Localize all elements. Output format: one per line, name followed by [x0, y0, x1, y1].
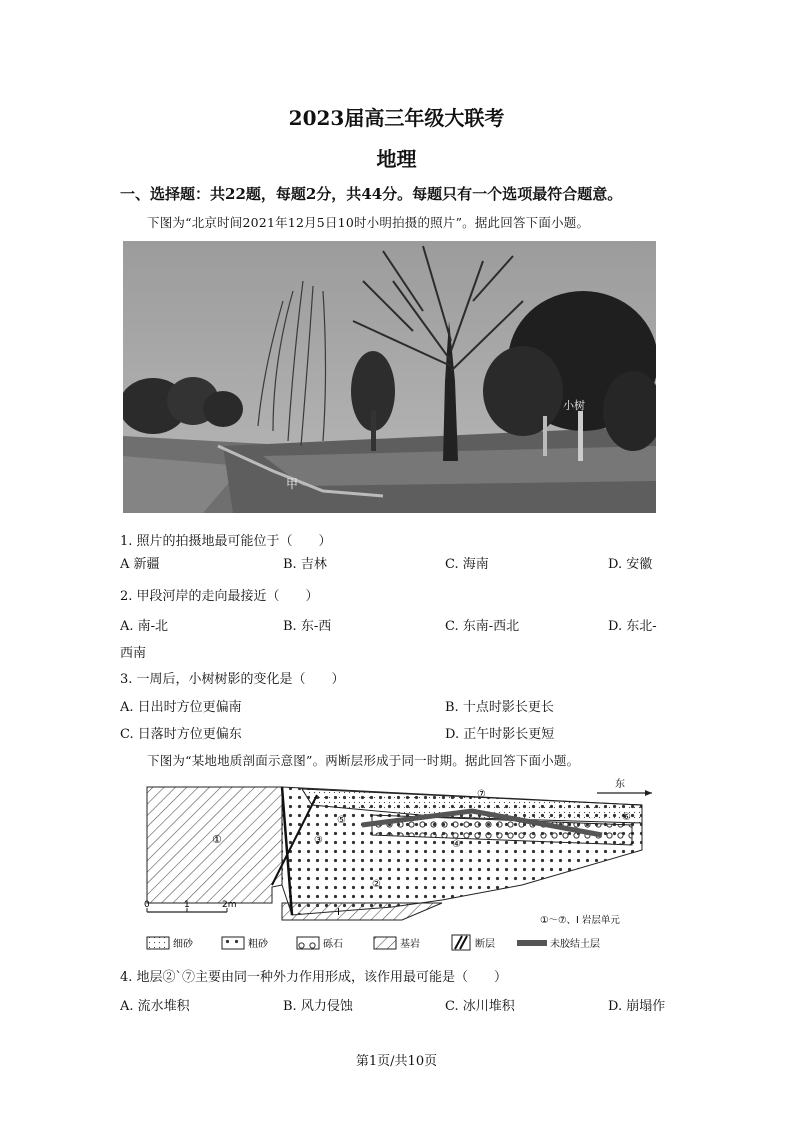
scale-0: 0	[144, 900, 150, 910]
layer-label-5: ⑤	[337, 815, 346, 826]
park-photo-illustration	[123, 241, 656, 513]
question-2-option-c[interactable]: C. 东南-西北	[445, 619, 520, 634]
subject-title: 地理	[376, 147, 417, 171]
question-1-option-c[interactable]: C. 海南	[445, 557, 489, 572]
question-2-option-b[interactable]: B. 东-西	[283, 619, 332, 634]
geologic-cross-section	[142, 775, 662, 960]
question-4-option-c[interactable]: C. 冰川堆积	[445, 999, 515, 1014]
question-2-option-a[interactable]: A. 南-北	[120, 619, 169, 634]
intro-text-1: 下图为“北京时间2021年12月5日10时小明拍摄的照片”。据此回答下面小题。	[147, 215, 590, 230]
question-3-option-a[interactable]: A. 日出时方位更偏南	[120, 700, 242, 715]
legend	[147, 935, 600, 950]
layer-label-7: ⑦	[477, 789, 486, 800]
layer-label-4: ④	[452, 839, 461, 850]
legend-coarse-sand: 粗砂	[248, 939, 268, 950]
intro-text-2: 下图为“某地地质剖面示意图”。两断层形成于同一时期。据此回答下面小题。	[147, 753, 580, 768]
legend-unconsolidated: 未胶结土层	[550, 939, 600, 950]
scale-1: 1	[184, 900, 190, 910]
question-4-option-a[interactable]: A. 流水堆积	[120, 999, 190, 1014]
layer-label-2: ②	[372, 879, 381, 890]
question-3-option-b[interactable]: B. 十点时影长更长	[445, 700, 554, 715]
section-heading: 一、选择题：共22题，每题2分，共44分。每题只有一个选项最符合题意。	[120, 185, 623, 203]
layer-label-i: Ⅰ	[337, 907, 340, 918]
photo-label-tree: 小树	[563, 399, 585, 412]
layer-label-6: ⑥	[622, 812, 631, 823]
east-label: 东	[615, 779, 625, 790]
layer-label-1: ①	[212, 833, 222, 846]
layer-label-3: ③	[314, 835, 323, 846]
question-3-stem: 3. 一周后，小树树影的变化是（ ）	[120, 672, 345, 687]
document-title: 2023届高三年级大联考	[288, 106, 505, 130]
question-1-option-d[interactable]: D. 安徽	[608, 557, 653, 572]
bedrock-block-bottom	[282, 903, 442, 920]
units-note: ①～⑦、Ⅰ 岩层单元	[540, 915, 620, 926]
legend-bedrock: 基岩	[400, 939, 420, 950]
question-1-stem: 1. 照片的拍摄地最可能位于（ ）	[120, 534, 332, 549]
legend-fault: 断层	[475, 939, 495, 950]
photo	[123, 241, 656, 513]
question-1-option-b[interactable]: B. 吉林	[283, 557, 327, 572]
question-3-option-c[interactable]: C. 日落时方位更偏东	[120, 727, 242, 742]
scale-2m: 2m	[222, 900, 237, 910]
photo-label-jia: 甲	[286, 477, 299, 491]
question-4-option-d[interactable]: D. 崩塌作	[608, 999, 666, 1014]
legend-fine-sand: 细砂	[173, 939, 193, 950]
legend-gravel: 砾石	[323, 939, 343, 950]
question-2-stem: 2. 甲段河岸的走向最接近（ ）	[120, 589, 319, 604]
question-3-option-d[interactable]: D. 正午时影长更短	[445, 727, 555, 742]
question-2-option-d[interactable]: D. 东北-	[608, 619, 657, 634]
question-4-stem: 4. 地层②`⑦主要由同一种外力作用形成，该作用最可能是（ ）	[120, 970, 508, 985]
question-4-option-b[interactable]: B. 风力侵蚀	[283, 999, 353, 1014]
page-footer: 第1页/共10页	[355, 1054, 438, 1069]
question-2-option-d-wrap: 西南	[120, 646, 147, 661]
question-1-option-a[interactable]: A 新疆	[120, 557, 160, 572]
